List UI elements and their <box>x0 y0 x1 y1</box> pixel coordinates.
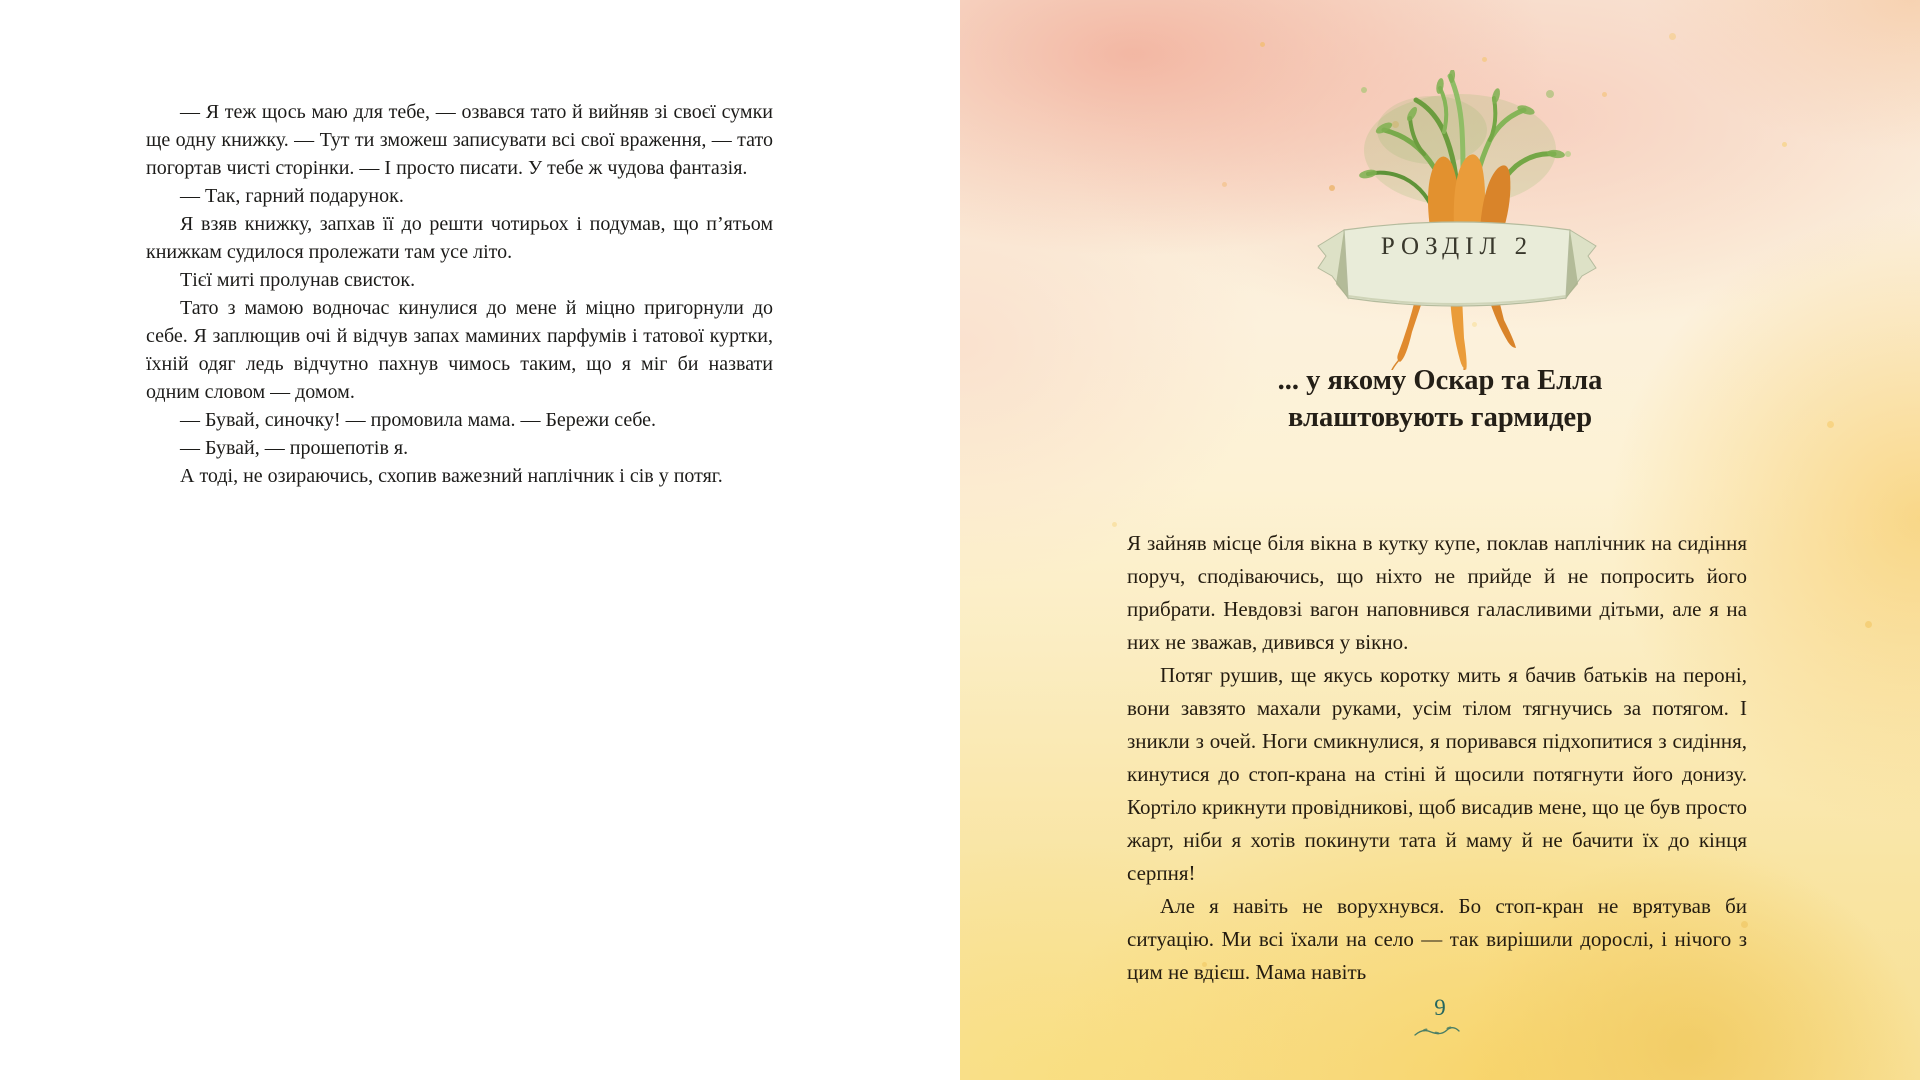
right-page-text-column <box>1127 527 1747 989</box>
right-page <box>960 0 1920 1080</box>
watercolor-speckles <box>960 0 965 5</box>
chapter-heading: РОЗДІЛ 2 <box>1380 233 1534 260</box>
chapter-subtitle-line1: ... у якому Оскар та Елла <box>1277 365 1603 396</box>
chapter-subtitle <box>960 362 1920 436</box>
paragraph: Потяг рушив, ще якусь коротку мить я бачив батьків на пероні, вони завзято махали руками, усім тілом тягнучись за потягом. І зникли з очей. Ноги смикнулися, я поривався підхопитися з сидіння, кинутися до стоп-крана на стіні й щосили потягнути його донизу. Кортіло крикнути провідникові, щоб висадив мене, що це був просто жарт, ніби я хотів покинути тата й маму й не бачити їх до кінця серпня! <box>1127 663 1747 885</box>
sprig-flourish-icon <box>1413 1022 1461 1038</box>
paragraph: — Так, гарний подарунок. <box>180 185 404 207</box>
paragraph: Тієї миті пролунав свисток. <box>180 269 416 291</box>
paragraph: — Бувай, синочку! — промовила мама. — Бережи себе. <box>180 409 656 431</box>
carrot-roots <box>1392 296 1516 370</box>
carrot-illustration <box>1312 70 1602 370</box>
paragraph: Я зайняв місце біля вікна в кутку купе, поклав наплічник на сидіння поруч, сподіваючись, що ніхто не прийде й не попросить його прибрати. Невдовзі вагон наповнився галасливими дітьми, але я на них не зважав, дивився у вікно. <box>1127 531 1747 654</box>
paragraph: Але я навіть не ворухнувся. Бо стоп-кран не врятував би ситуацію. Ми всі їхали на село — так вирішили дорослі, і нічого з цим не вдієш. Мама навіть <box>1127 894 1747 984</box>
paragraph: — Бувай, — прошепотів я. <box>180 437 409 459</box>
paragraph: Я взяв книжку, запхав її до решти чотирьох і подумав, що п’ятьом книжкам судилося пролежати там усе літо. <box>146 213 773 263</box>
page-number: 9 <box>1434 995 1446 1020</box>
chapter-subtitle-line2: влаштовують гармидер <box>1287 402 1593 433</box>
paragraph: А тоді, не озираючись, схопив важезний наплічник і сів у потяг. <box>180 465 723 487</box>
paragraph: Тато з мамою водночас кинулися до мене й міцно пригорнули до себе. Я заплющив очі й відчув запах маминих парфумів і татової куртки, їхній одяг ледь відчутно пахнув чимось таким, що я міг би назвати одним словом — домом. <box>146 297 773 403</box>
left-page-text-column <box>146 98 773 490</box>
paragraph: — Я теж щось маю для тебе, — озвався тато й вийняв зі своєї сумки ще одну книжку. — Тут ти зможеш записувати всі свої враження, — тато погортав чисті сторінки. — І просто писати. У тебе ж чудова фантазія. <box>146 101 773 179</box>
carrot-bunch-icon <box>1312 70 1602 370</box>
